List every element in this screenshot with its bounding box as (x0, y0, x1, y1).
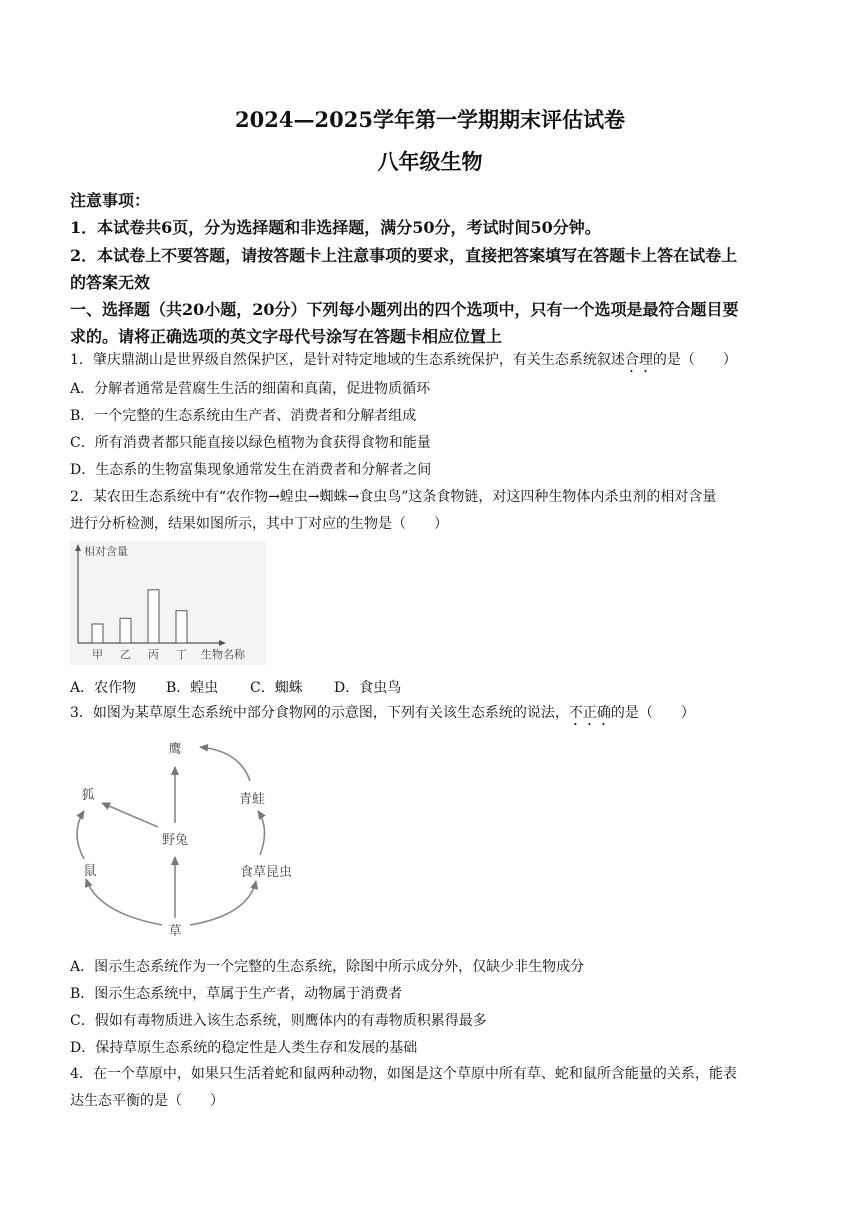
arrow-frog-to-eagle (200, 747, 250, 781)
bar-4 (176, 611, 187, 643)
q1-option-c: C．所有消费者都只能直接以绿色植物为食获得食物和能量 (70, 435, 431, 451)
category-label-4: 丁 (176, 648, 187, 661)
arrow-grass-to-mouse (86, 879, 162, 925)
category-label-3: 丙 (148, 648, 159, 661)
q1-stem-emphasis: 合理 (624, 352, 653, 368)
food-web-svg (70, 735, 310, 945)
notice-heading: 注意事项： (70, 191, 151, 210)
notice-item-1: 1．本试卷共6页，分为选择题和非选择题，满分50分，考试时间50分钟。 (70, 218, 601, 237)
arrow-insect-to-frog (258, 811, 265, 855)
q2-option-a: A．农作物 (70, 680, 137, 696)
q3-option-c: C．假如有毒物质进入该生态系统，则鹰体内的有毒物质积累得最多 (70, 1013, 487, 1029)
q1-option-b: B．一个完整的生态系统由生产者、消费者和分解者组成 (70, 408, 417, 424)
q2-stem-line-1: 2．某农田生态系统中有“农作物→蝗虫→蜘蛛→食虫鸟”这条食物链，对这四种生物体内杀虫剂的相对含量 (70, 489, 717, 505)
q3-stem-pre: 3．如图为某草原生态系统中部分食物网的示意图，下列有关该生态系统的说法， (70, 705, 569, 721)
q2-bar-chart (70, 541, 266, 665)
x-axis-arrow (219, 640, 226, 646)
q2-option-b: B．蝗虫 (166, 680, 219, 696)
q3-stem-emphasis: 不正确 (568, 705, 611, 721)
bar-2 (120, 618, 131, 643)
category-label-1: 甲 (92, 648, 103, 661)
node-grass: 草 (168, 924, 182, 939)
category-label-2: 乙 (120, 648, 131, 661)
exam-title: 2024—2025学年第一学期期末评估试卷 (235, 107, 625, 132)
q1-stem-post: 的是（ ） (652, 352, 737, 368)
q3-option-b: B．图示生态系统中，草属于生产者，动物属于消费者 (70, 986, 403, 1002)
exam-subtitle: 八年级生物 (377, 149, 483, 174)
y-axis-label: 相对含量 (84, 545, 128, 558)
q2-option-c: C．蜘蛛 (250, 680, 303, 696)
node-eagle: 鹰 (168, 742, 182, 757)
q3-stem-post: 的是（ ） (610, 705, 695, 721)
q1-stem-pre: 1．肇庆鼎湖山是世界级自然保护区，是针对特定地域的生态系统保护，有关生态系统叙述 (70, 352, 625, 368)
q1-stem (70, 349, 800, 376)
q2-stem-line-2: 进行分析检测，结果如图所示，其中丁对应的生物是（ ） (70, 516, 448, 532)
bar-chart-svg (70, 541, 266, 665)
q3-option-a: A．图示生态系统作为一个完整的生态系统，除图中所示成分外，仅缺少非生物成分 (70, 959, 585, 975)
node-herbivorous-insect: 食草昆虫 (239, 865, 293, 880)
arrow-rabbit-to-fox (102, 803, 158, 827)
q3-stem (70, 702, 800, 729)
q4-stem-line-2: 达生态平衡的是（ ） (70, 1093, 224, 1109)
section-1-heading-line-2: 求的。请将正确选项的英文字母代号涂写在答题卡相应位置上 (70, 327, 503, 346)
node-mouse: 鼠 (83, 864, 97, 879)
q2-option-d: D．食虫鸟 (334, 680, 402, 696)
node-fox: 狐 (81, 788, 95, 803)
node-rabbit: 野兔 (161, 833, 189, 848)
node-frog: 青蛙 (238, 792, 266, 807)
arrow-mouse-to-fox (77, 811, 84, 859)
q1-option-d: D．生态系的生物富集现象通常发生在消费者和分解者之间 (70, 462, 432, 478)
notice-item-2-line-2: 的答案无效 (70, 273, 151, 292)
q3-food-web-diagram (70, 735, 310, 945)
q3-option-d: D．保持草原生态系统的稳定性是人类生存和发展的基础 (70, 1040, 418, 1056)
section-1-heading-line-1: 一、选择题（共20小题，20分）下列每小题列出的四个选项中，只有一个选项是最符合题目要 (70, 300, 739, 319)
q1-option-a: A．分解者通常是营腐生生活的细菌和真菌，促进物质循环 (70, 381, 431, 397)
q2-options (70, 677, 800, 697)
arrow-grass-to-insect (190, 881, 256, 925)
x-axis-label: 生物名称 (201, 648, 245, 661)
y-axis-arrow (75, 544, 81, 551)
bar-3 (148, 590, 159, 643)
q4-stem-line-1: 4．在一个草原中，如果只生活着蛇和鼠两种动物，如图是这个草原中所有草、蛇和鼠所含能量的关系，能表 (70, 1066, 737, 1082)
notice-item-2-line-1: 2．本试卷上不要答题，请按答题卡上注意事项的要求，直接把答案填写在答题卡上答在试卷上 (70, 246, 738, 265)
bar-1 (92, 624, 103, 643)
